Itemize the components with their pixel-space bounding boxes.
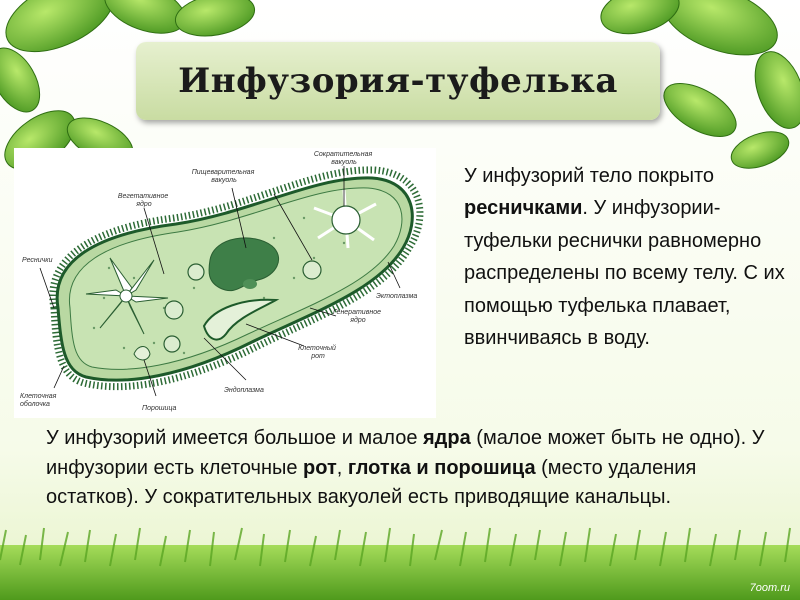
nuclei-paragraph-bold-1: ядра: [423, 427, 471, 449]
label-cell-mouth: Клеточный рот: [298, 345, 336, 360]
nuclei-paragraph-bold-3: глотка и порошица: [347, 456, 536, 479]
paramecium-diagram: [14, 148, 436, 418]
nuclei-paragraph-text-1: У инфузорий имеется большое и малое: [46, 427, 424, 449]
nuclei-paragraph-bold-2: рот: [303, 456, 337, 479]
label-ectoplasm: Эктоплазма: [376, 293, 418, 300]
label-digestive-vacuole: Пищеварительная вакуоль: [191, 169, 255, 184]
watermark: 7oom.ru: [749, 582, 790, 594]
cilia-paragraph: [464, 160, 790, 354]
label-vegetative-nucleus: Вегетативное ядро: [117, 193, 169, 208]
nuclei-paragraph-text-4: (место удаления остатков). У сократительных вакуолей есть приводящие канальцы.: [46, 456, 697, 508]
nuclei-paragraph-text-3: ,: [336, 456, 348, 479]
label-cilia: Реснички: [22, 257, 53, 264]
label-contractile-vacuole: Сократительная вакуоль: [313, 151, 373, 166]
nuclei-paragraph-text-2: (малое может быть не одно). У инфузории есть клеточные: [46, 427, 765, 479]
cilia-paragraph-text-2: . У инфузории-туфельки реснички равномерно распределены по всему телу. С их помощью туфелька плавает, ввинчиваясь в воду.: [464, 197, 785, 350]
nuclei-paragraph: [46, 424, 786, 513]
label-endoplasm: Эндоплазма: [224, 387, 264, 394]
cilia-paragraph-bold: ресничками: [464, 197, 583, 220]
label-generative-nucleus: Генеративное ядро: [333, 309, 381, 324]
micronucleus: [243, 279, 257, 289]
label-cytopyge: Порошица: [142, 405, 177, 412]
label-cell-membrane: Клеточная оболочка: [20, 393, 57, 408]
cilia-paragraph-text-1: У инфузорий тело покрыто: [464, 165, 715, 187]
title-banner: [136, 42, 660, 120]
slide-title: Инфузория-туфелька: [178, 61, 618, 101]
